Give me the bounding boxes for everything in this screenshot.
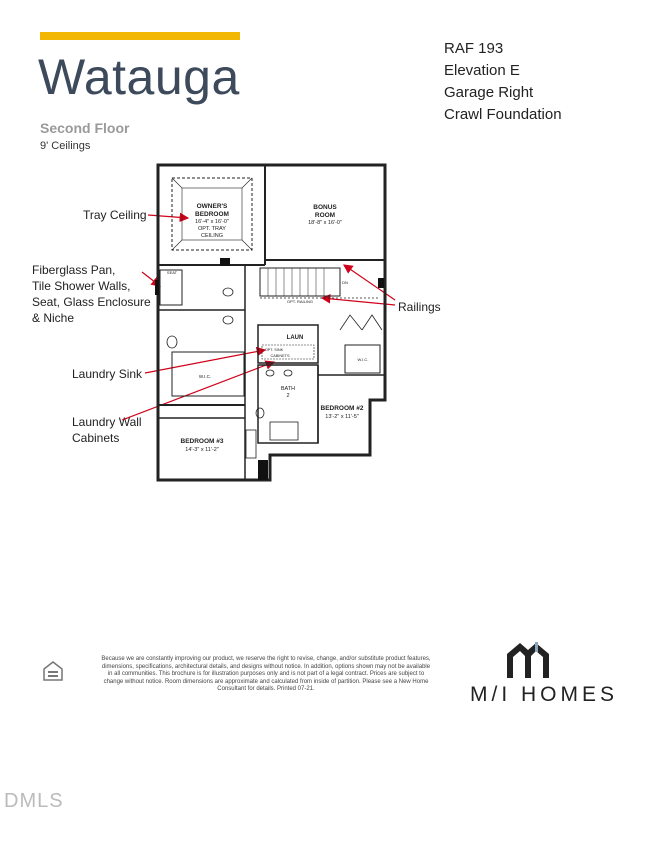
mi-homes-logo-text: M/I HOMES — [470, 683, 619, 706]
bedroom2-label: BEDROOM #2 — [320, 405, 364, 412]
owners-label-1: OWNER'S — [196, 203, 228, 210]
legal-disclaimer: Because we are constantly improving our product, we reserve the right to revise, change, and/or substitute product features, dimensions, specifications, architectural details, and designs without notice. In addition, options shown may not be available in all communities. This brochure is for illustration purposes only and is not part of a legal contract. Prices are subject to change without notice. Room dimensions are approximate and calculated from inside of partition. Please see a New Home Consultant for details. Printed 07-21. — [101, 656, 431, 692]
equal-housing-icon — [42, 660, 64, 682]
cabinets-label: CABINETS — [270, 354, 290, 358]
callout-laundry-sink: Laundry Sink — [72, 367, 143, 381]
laundry-label: LAUN — [286, 335, 304, 341]
owner-wic-label: W.I.C. — [198, 374, 212, 379]
owners-dim: 16'-4" x 16'-0" — [195, 219, 229, 225]
opt-railing-label: OPT. RAILING — [286, 299, 314, 304]
bath2-label-2: 2 — [286, 393, 290, 399]
info-elevation: Elevation E — [444, 62, 520, 79]
floor-plan — [150, 160, 395, 485]
callout-shower-line3: Seat, Glass Enclosure — [32, 295, 151, 309]
owners-label-2: BEDROOM — [195, 211, 229, 218]
shower — [160, 270, 182, 305]
callout-shower-line1: Fiberglass Pan, — [32, 263, 116, 277]
callout-railings: Railings — [398, 300, 441, 314]
callout-laundry-cabinets-line1: Laundry Wall — [72, 415, 142, 429]
callout-shower-line4: & Niche — [32, 311, 75, 325]
bonus-label-2: ROOM — [314, 212, 336, 219]
bonus-label-1: BONUS — [313, 204, 337, 211]
info-foundation: Crawl Foundation — [444, 106, 562, 123]
stairs-dn-label: DN — [342, 280, 348, 285]
mi-homes-logo-icon — [505, 640, 551, 680]
opt-sink-label: OPT. SINK — [264, 348, 284, 352]
ceiling-height: 9' Ceilings — [40, 140, 91, 152]
callout-laundry-cabinets-line2: Cabinets — [72, 431, 120, 445]
floor-subtitle: Second Floor — [40, 120, 130, 136]
bedroom3-dim: 14'-3" x 11'-2" — [185, 447, 219, 453]
right-wic-label: W.I.C. — [357, 357, 369, 362]
owners-opt2: CEILING — [200, 233, 224, 239]
seat-label: SEAT — [166, 270, 178, 275]
callout-shower-line2: Tile Shower Walls, — [32, 279, 131, 293]
exterior-wall — [158, 165, 385, 480]
watermark: DMLS — [4, 790, 64, 812]
bath2-label-1: BATH — [280, 386, 296, 392]
owners-opt1: OPT. TRAY — [198, 226, 226, 232]
page-title: Watauga — [38, 49, 240, 105]
bath-2 — [258, 365, 318, 443]
bedroom2-dim: 13'-2" x 11'-5" — [325, 414, 359, 420]
info-plan-code: RAF 193 — [444, 40, 504, 57]
bonus-dim: 18'-8" x 16'-0" — [308, 220, 342, 226]
bedroom3-label: BEDROOM #3 — [180, 438, 224, 445]
callout-tray-ceiling: Tray Ceiling — [83, 208, 147, 222]
info-garage: Garage Right — [444, 84, 534, 101]
